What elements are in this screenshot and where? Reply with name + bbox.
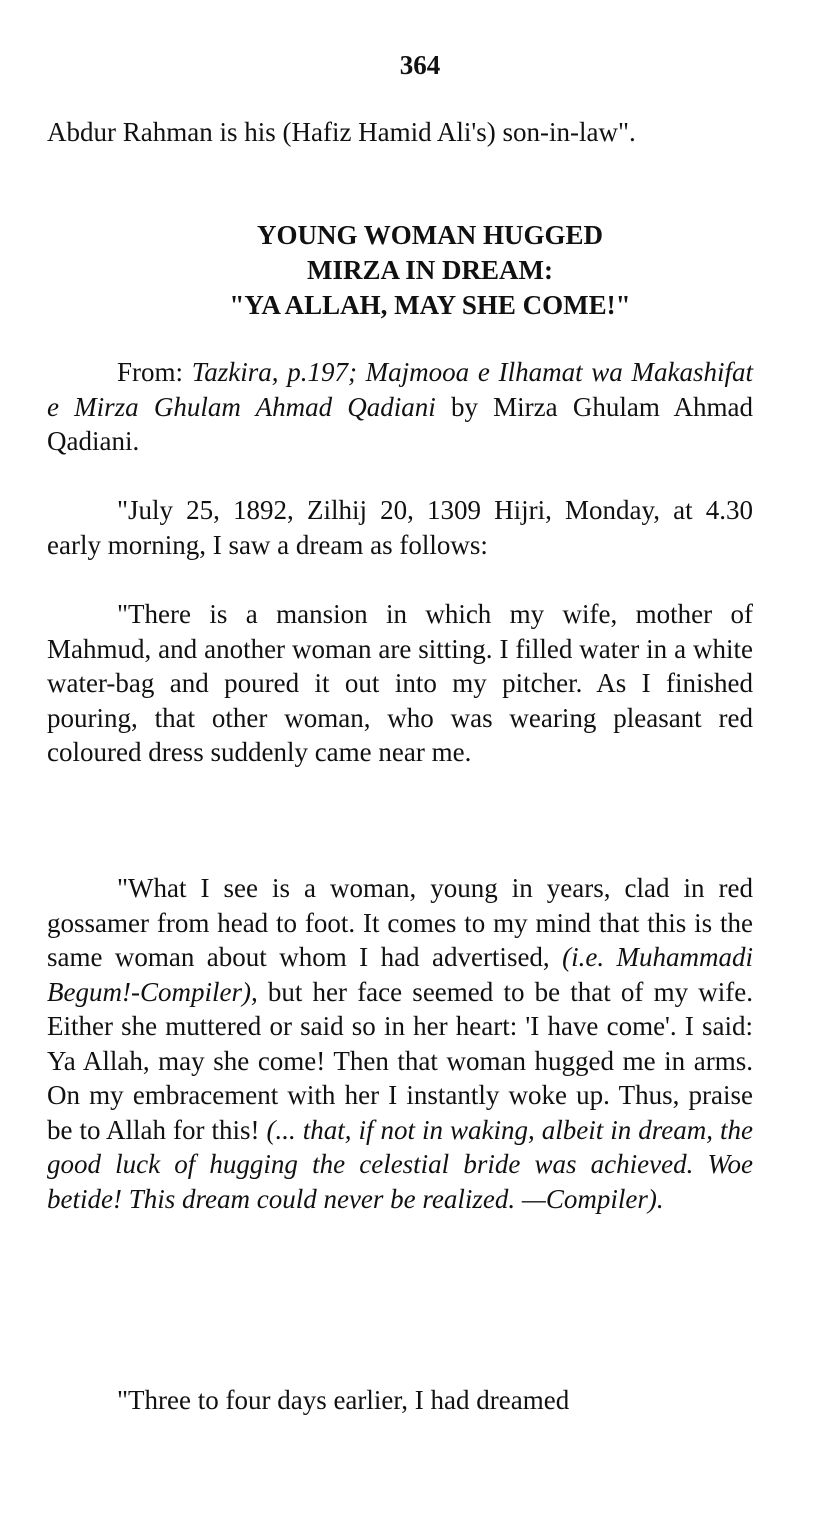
heading-line-2: MIRZA IN DREAM: — [307, 255, 553, 285]
paragraph-three-to-four-days: "Three to four days earlier, I had dreamed — [117, 1385, 570, 1415]
compiler-note-1: (i.e. Muhammadi Begum!-Compiler), — [47, 942, 754, 1007]
heading-line-1: YOUNG WOMAN HUGGED — [256, 220, 603, 250]
paragraph-date: "July 25, 1892, Zilhij 20, 1309 Hijri, Monday, at 4.30 early morning, I saw a dream as follows: — [47, 495, 753, 560]
page-number: 364 — [399, 50, 441, 80]
dream-text-a: "What I see is a woman, young in years, clad in red gossamer from head to foot. It comes to my mind that this is the same woman about whom I had advertised, — [47, 873, 753, 972]
heading-line-3: "YA ALLAH, MAY SHE COME!" — [229, 290, 631, 320]
paragraph-mansion: "There is a mansion in which my wife, mother of Mahmud, and another woman are sitting. I filled water in a white water-bag and poured it out into my pitcher. As I finished pouring, that other woman, who was wearing pleasant red coloured dress suddenly came near me. — [47, 599, 753, 767]
compiler-note-2: (... that, if not in waking, albeit in dream, the good luck of hugging the celestial bride was achieved. Woe betide! This dream could never be realized. —Compiler). — [47, 1114, 753, 1214]
citation-titles: Tazkira, p.197; Majmooa e Ilhamat wa Makashifat e Mirza Ghulam Ahmad Qadiani — [47, 357, 753, 422]
citation-lead: From: — [117, 357, 192, 387]
paragraph-dream — [47, 871, 753, 1216]
citation-author: by Mirza Ghulam Ahmad Qadiani. — [47, 391, 754, 456]
source-citation — [47, 355, 753, 459]
paragraph-continuation: Abdur Rahman is his (Hafiz Hamid Ali's) son-in-law". — [47, 117, 636, 147]
dream-text-b: but her face seemed to be that of my wife. Either she muttered or said so in her heart: 'I have come'. I said: Ya Allah, may she come! Then that woman hugged me in arms. On my embracement with her I instantly woke up. Thus, praise be to Allah for this! — [47, 976, 753, 1145]
section-heading — [150, 218, 710, 323]
